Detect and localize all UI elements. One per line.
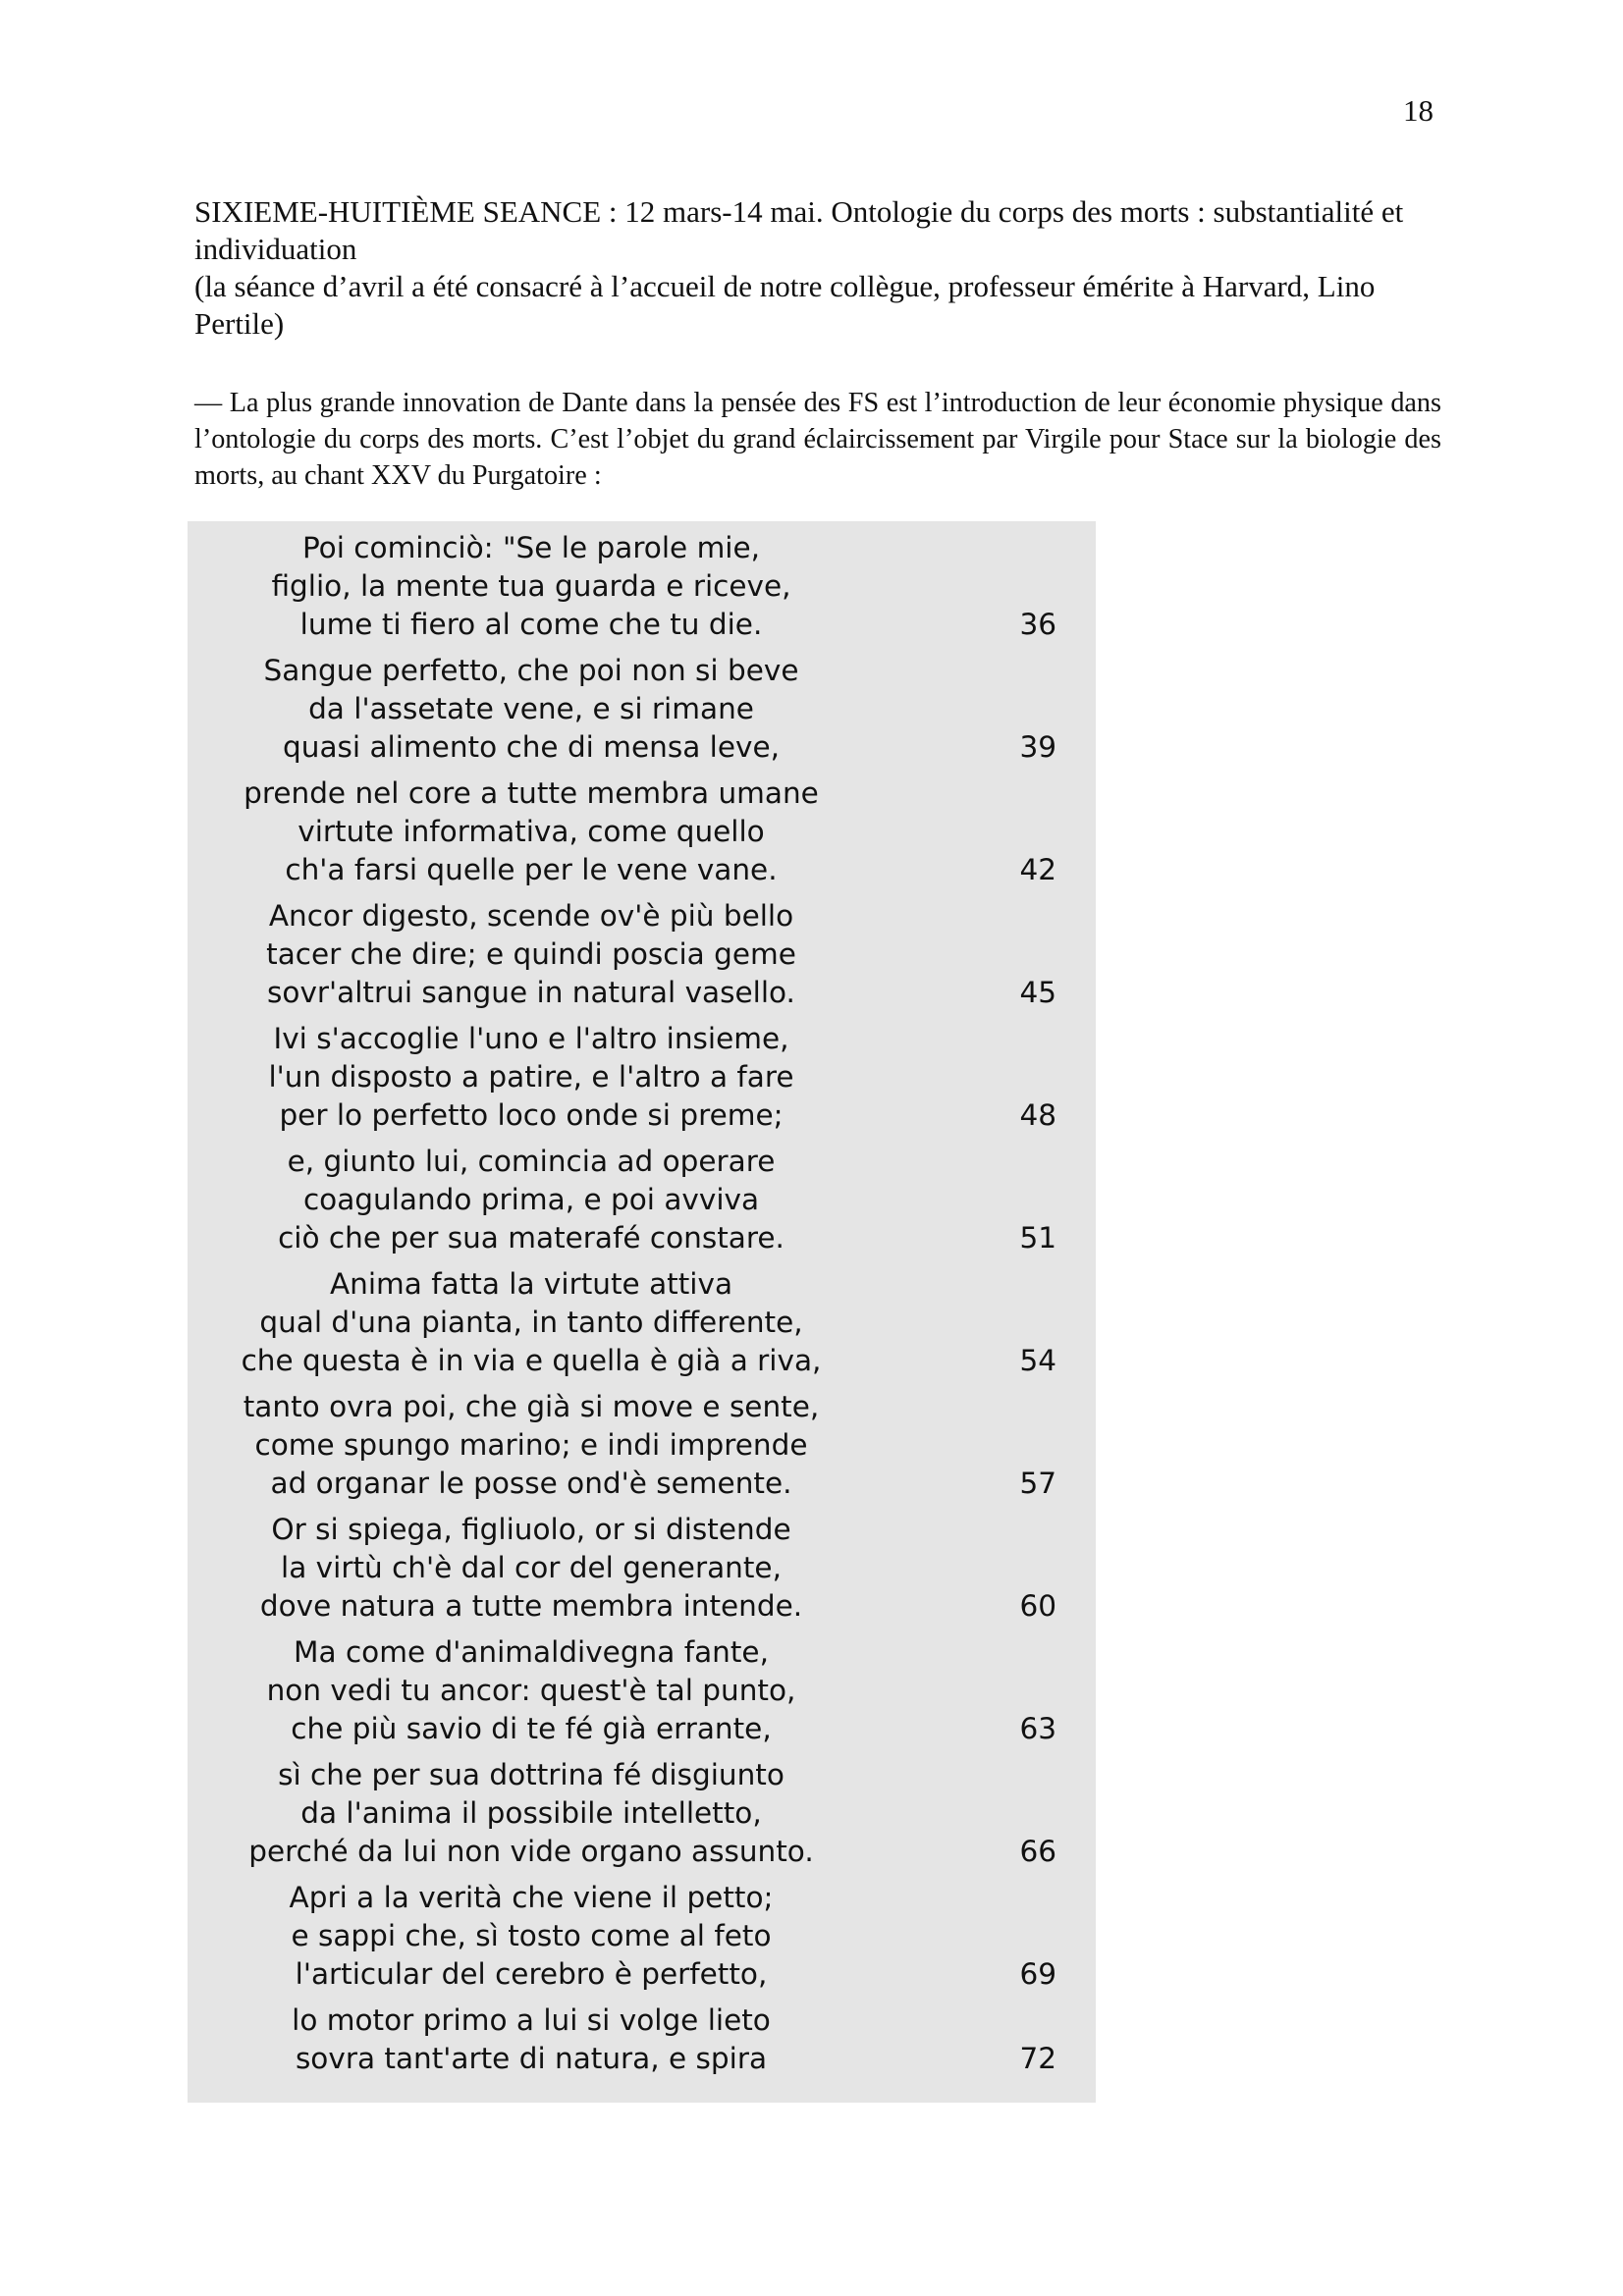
- verse-line: quasi alimento che di mensa leve,: [283, 730, 780, 764]
- verse-line: tanto ovra poi, che già si move e sente,: [243, 1390, 820, 1423]
- verse-tercet: [188, 1756, 1096, 1871]
- verse-line: e, giunto lui, comincia ad operare: [287, 1145, 776, 1178]
- verse-line: tacer che dire; e quindi poscia geme: [266, 937, 796, 971]
- verse-tercet: [188, 1633, 1096, 1748]
- verse-line: e sappi che, sì tosto come al feto: [291, 1919, 772, 1952]
- verse-line: perché da lui non vide organo assunto.: [248, 1835, 814, 1868]
- verse-line-number: 54: [1019, 1344, 1056, 1377]
- session-note: (la séance d’avril a été consacré à l’accueil de notre collègue, professeur émérite à Harvard, Lino Pertile): [194, 269, 1376, 341]
- verse-tercet: [188, 1265, 1096, 1380]
- verse-line: Ancor digesto, scende ov'è più bello: [268, 899, 794, 933]
- verse-tercet: [188, 529, 1096, 644]
- verse-line: prende nel core a tutte membra umane: [243, 776, 819, 810]
- intro-paragraph: — La plus grande innovation de Dante dans la pensée des FS est l’introduction de leur économie physique dans l’ontologie du corps des morts. C’est l’objet du grand éclaircissement par Virgile pour Stace sur la biologie des morts, au chant XXV du Purgatoire :: [194, 388, 1441, 491]
- session-heading: [194, 193, 1441, 343]
- verse-line: Poi cominciò: "Se le parole mie,: [301, 531, 761, 564]
- verse-line-number: 36: [1019, 608, 1056, 641]
- verse-line-number: 69: [1019, 1957, 1056, 1991]
- verse-line: da l'assetate vene, e si rimane: [308, 692, 754, 725]
- verse-line: sovr'altrui sangue in natural vasello.: [267, 976, 795, 1009]
- verse-tercet: [188, 774, 1096, 889]
- session-title: SIXIEME-HUITIÈME SEANCE : 12 mars-14 mai. Ontologie du corps des morts : substantialité et individuation: [194, 194, 1404, 266]
- verse-line: come spungo marino; e indi imprende: [254, 1428, 808, 1462]
- verse-line: qual d'una pianta, in tanto differente,: [259, 1306, 803, 1339]
- verse-line: ad organar le posse ond'è semente.: [270, 1467, 792, 1500]
- verse-line: l'un disposto a patire, e l'altro a fare: [268, 1060, 794, 1094]
- verse-line: virtute informativa, come quello: [298, 815, 765, 848]
- verse-line: ch'a farsi quelle per le vene vane.: [285, 853, 778, 886]
- verse-line: che questa è in via e quella è già a riva,: [241, 1344, 822, 1377]
- verse-line-number: 39: [1019, 730, 1056, 764]
- verse-line: la virtù ch'è dal cor del generante,: [281, 1551, 782, 1584]
- verse-line-number: 63: [1019, 1712, 1056, 1745]
- verse-line: Anima fatta la virtute attiva: [329, 1267, 733, 1301]
- verse-line-number: 45: [1019, 976, 1056, 1009]
- page-number: 18: [1403, 93, 1434, 128]
- verse-line: l'articular del cerebro è perfetto,: [295, 1957, 768, 1991]
- verse-line: lume ti fiero al come che tu die.: [299, 608, 763, 641]
- verse-line: coagulando prima, e poi avviva: [302, 1183, 760, 1216]
- verse-line-number: 60: [1019, 1589, 1056, 1623]
- verse-line: Ivi s'accoglie l'uno e l'altro insieme,: [273, 1022, 789, 1055]
- verse-line-number: 42: [1019, 853, 1056, 886]
- verse-line: Sangue perfetto, che poi non si beve: [263, 654, 799, 687]
- verse-line: da l'anima il possibile intelletto,: [300, 1796, 762, 1830]
- verse-line: che più savio di te fé già errante,: [291, 1712, 772, 1745]
- verse-tercet: [188, 1388, 1096, 1503]
- verse-line: sovra tant'arte di natura, e spira: [295, 2042, 768, 2075]
- verse-line: non vedi tu ancor: quest'è tal punto,: [266, 1674, 796, 1707]
- verse-tercet: [188, 2002, 1096, 2078]
- verse-line-number: 48: [1019, 1098, 1056, 1132]
- verse-line: Ma come d'animaldivegna fante,: [294, 1635, 769, 1669]
- verse-line-number: 51: [1019, 1221, 1056, 1255]
- verse-tercet: [188, 1879, 1096, 1994]
- verse-tercet: [188, 1511, 1096, 1626]
- verse-tercet: [188, 897, 1096, 1012]
- verse-line: sì che per sua dottrina fé disgiunto: [278, 1758, 784, 1791]
- verse-tercet: [188, 1020, 1096, 1135]
- verse-line: Apri a la verità che viene il petto;: [289, 1881, 774, 1914]
- verse-list: [188, 529, 1096, 2086]
- verse-line: ciò che per sua materafé constare.: [278, 1221, 784, 1255]
- verse-tercet: [188, 1143, 1096, 1257]
- verse-line-number: 72: [1019, 2042, 1056, 2075]
- verse-line: figlio, la mente tua guarda e riceve,: [271, 569, 791, 603]
- verse-line: dove natura a tutte membra intende.: [259, 1589, 803, 1623]
- verse-line: lo motor primo a lui si volge lieto: [292, 2003, 771, 2037]
- verse-tercet: [188, 652, 1096, 767]
- verse-line-number: 57: [1019, 1467, 1056, 1500]
- verse-line: Or si spiega, figliuolo, or si distende: [271, 1513, 791, 1546]
- verse-line: per lo perfetto loco onde si preme;: [279, 1098, 784, 1132]
- verse-line-number: 66: [1019, 1835, 1056, 1868]
- verse-quotation-box: [188, 521, 1096, 2103]
